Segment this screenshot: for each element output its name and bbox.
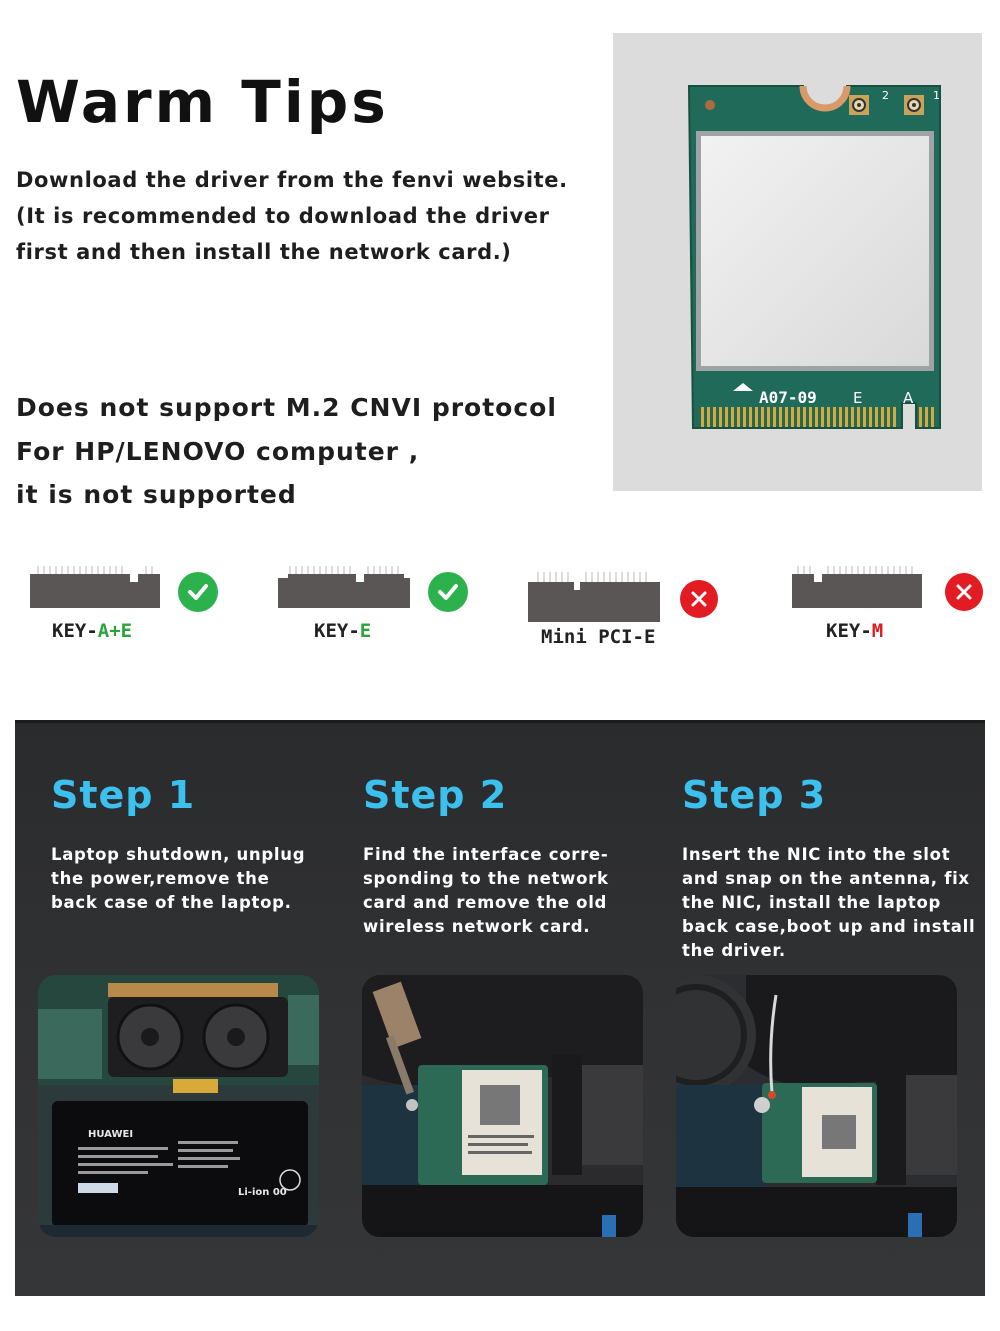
installation-steps-panel [15,720,985,1296]
step-line: Find the interface corre- [363,845,609,864]
step-1-photo [38,975,319,1237]
key-prefix: KEY- [314,620,360,642]
check-icon [178,572,218,612]
antenna-label-1: 1 [933,89,940,102]
key-e-label [314,620,371,642]
step-line: the power,remove the [51,869,270,888]
key-ae-label [52,620,132,642]
key-ae-connector-icon [30,564,160,610]
key-suffix: E [359,620,372,642]
intro-line: (It is recommended to download the driver [16,204,550,228]
network-card-illustration [613,33,982,491]
key-suffix: M [871,620,884,642]
step-2-photo [362,975,643,1237]
key-prefix: KEY- [52,620,98,642]
step-description [51,843,305,915]
key-prefix: KEY- [826,620,872,642]
step-line: card and remove the old [363,893,608,912]
battery-brand-label: HUAWEI [88,1129,134,1140]
step-title: Step 1 [51,773,196,817]
mini-pcie-connector-icon [528,570,660,622]
cross-icon [680,580,718,618]
step-description [363,843,609,939]
page-title: Warm Tips [16,68,389,136]
intro-line: Download the driver from the fenvi website. [16,168,568,192]
step-title: Step 3 [682,773,827,817]
antenna-connector-2 [849,95,869,115]
mini-pcie-label [541,626,655,648]
step-line: Insert the NIC into the slot [682,845,951,864]
battery-type-label: Li-ion 00 [238,1187,287,1198]
cross-icon [945,573,983,611]
step-3-photo [676,975,957,1237]
step-title: Step 2 [363,773,508,817]
step-line: back case,boot up and install [682,917,976,936]
key-e-connector-icon [278,564,410,610]
antenna-label-2: 2 [882,89,889,102]
step-description [682,843,975,963]
key-m-label [826,620,883,642]
check-icon [428,572,468,612]
key-m-connector-icon [792,564,922,610]
step-line: and snap on the antenna, fix [682,869,970,888]
mini-pcie-item [528,560,728,660]
intro-line: first and then install the network card.) [16,240,512,264]
key-e-item [278,560,478,660]
notice-line: Does not support M.2 CNVI protocol [16,393,557,422]
key-e-label: E [853,389,863,407]
notice-line: it is not supported [16,480,297,509]
step-line: wireless network card. [363,917,591,936]
intro-text [16,162,596,270]
key-m-item [792,560,992,660]
notice-line: For HP/LENOVO computer , [16,436,420,466]
step-line: the driver. [682,941,786,960]
step-line: Laptop shutdown, unplug [51,845,306,864]
card-model-label: A07-09 [759,388,817,407]
key-suffix: A+E [97,620,133,642]
step-line: sponding to the network [363,869,609,888]
compatibility-notice [16,386,606,517]
antenna-connector-1 [904,95,924,115]
step-line: the NIC, install the laptop [682,893,942,912]
key-ae-item [30,560,230,660]
step-line: back case of the laptop. [51,893,292,912]
key-a-label: A [903,389,914,407]
key-prefix: Mini PCI-E [541,626,656,648]
network-card-photo [613,33,982,491]
